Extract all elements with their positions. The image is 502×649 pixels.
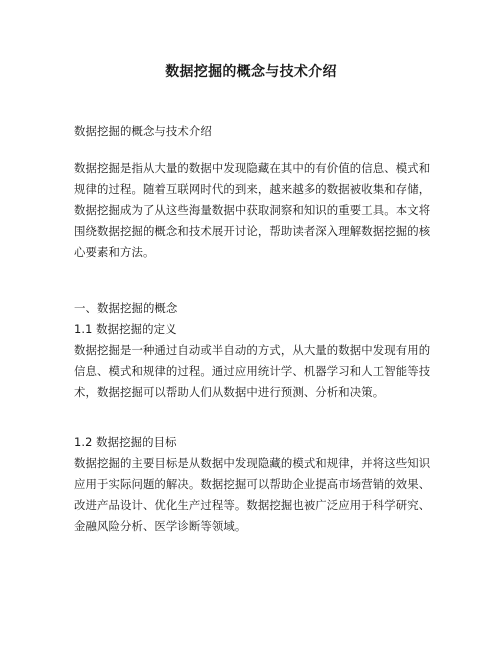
intro-paragraph [74,158,434,263]
intro-text: 数据挖掘是指从大量的数据中发现隐藏在其中的有价值的信息、模式和规律的过程。随着互联网时代的到来，越来越多的数据被收集和存储，数据挖掘成为了从这些海量数据中获取洞察和知识的重要工具。本文将围绕数据挖掘的概念和技术展开讨论，帮助读者深入理解数据挖掘的核心要素和方法。 [74,161,431,259]
subsection-1-2-body [74,453,434,537]
subsection-1-2-heading: 1.2 数据挖掘的目标 [74,435,177,449]
document-subtitle [74,121,434,142]
subtitle-text: 数据挖掘的概念与技术介绍 [74,124,212,138]
subsection-1-2-text: 数据挖掘的主要目标是从数据中发现隐藏的模式和规律，并将这些知识应用于实际问题的解决。数据挖掘可以帮助企业提高市场营销的效果、改进产品设计、优化生产过程等。数据挖掘也被广泛应用于科学研究、金融风险分析、医学诊断等领域。 [74,456,431,533]
subsection-1-1-text: 数据挖掘是一种通过自动或半自动的方式，从大量的数据中发现有用的信息、模式和规律的过程。通过应用统计学、机器学习和人工智能等技术，数据挖掘可以帮助人们从数据中进行预测、分析和决策。 [74,343,431,399]
section-1-header [74,298,434,340]
subsection-1-1-heading: 1.1 数据挖掘的定义 [74,322,177,336]
document-title: 数据挖掘的概念与技术介绍 [165,64,337,80]
section-1-heading: 一、数据挖掘的概念 [74,301,178,315]
subsection-1-1-body [74,340,434,403]
subsection-1-2-header [74,432,434,453]
